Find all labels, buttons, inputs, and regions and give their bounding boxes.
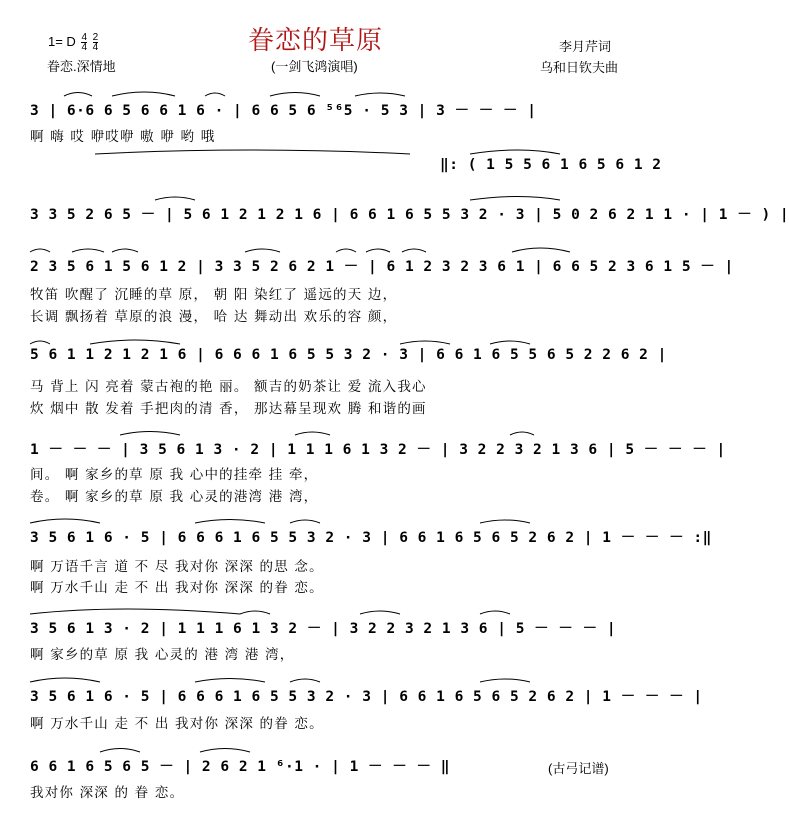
score-line-7-notes: 3 5 6 1 6 · 5 | 6 6 6 1 6 5 5 3 2 · 3 | 6 6 1 6 5 6 5 2 6 2 | 1 － － － :‖	[30, 530, 712, 546]
score-line-10-notes: 6 6 1 6 5 6 5 － | 2 6 2 1 ⁶·1 · | 1 － － － ‖	[30, 759, 450, 775]
score-line-5-lyrics-verse-2: 炊 烟中 散 发着 手把肉的清 香， 那达幕呈现欢 腾 和谐的画	[30, 401, 427, 417]
key-signature: 1= D $\frac{4}{4}$ $\frac{2}{4}$	[48, 32, 99, 53]
score-line-1-notes: 3 | 6·6 6 5 6 6 1 6 · | 6 6 5 6 ⁵⁶5 · 5 3 | 3 － － － |	[30, 103, 537, 119]
time-signature-4-4: $\frac{4}{4}$	[81, 32, 88, 53]
score-line-7-lyrics-verse-1: 啊 万语千言 道 不 尽 我对你 深深 的思 念。	[30, 559, 324, 575]
time-signature-2-4: $\frac{2}{4}$	[92, 32, 99, 53]
transcriber-note: (古弓记谱)	[548, 761, 609, 776]
song-title: 眷恋的草原	[248, 26, 384, 56]
score-line-1-lyrics: 啊 嗨 哎 咿哎咿 嗷 咿 哟 哦	[30, 129, 216, 145]
score-line-4-lyrics-verse-2: 长调 飘扬着 草原的浪 漫， 哈 达 舞动出 欢乐的容 颜，	[30, 309, 398, 325]
score-line-6-lyrics-verse-1: 间。 啊 家乡的草 原 我 心中的挂牵 挂 牵，	[30, 467, 319, 483]
score-line-3-notes: 3 3 5 2 6 5 － | 5 6 1 2 1 2 1 6 | 6 6 1 6 5 5 3 2 · 3 | 5 0 2 6 2 1 1 · | 1 － ) |	[30, 207, 789, 223]
score-line-4-lyrics-verse-1: 牧笛 吹醒了 沉睡的草 原， 朝 阳 染红了 遥远的天 边，	[30, 287, 398, 303]
score-line-5-lyrics-verse-1: 马 背上 闪 亮着 蒙古袍的艳 丽。 额吉的奶茶让 爱 流入我心	[30, 379, 427, 395]
expression-marking: 眷恋.深情地	[47, 59, 116, 74]
performer-credit: (一剑飞鸿演唱)	[271, 59, 358, 74]
score-line-2-notes: ‖: ( 1 5 5 6 1 6 5 6 1 2	[440, 157, 662, 173]
score-line-8-notes: 3 5 6 1 3 · 2 | 1 1 1 6 1 3 2 － | 3 2 2 3 2 1 3 6 | 5 － － － |	[30, 621, 617, 637]
score-line-10-lyrics: 我对你 深深 的 眷 恋。	[30, 785, 185, 801]
score-line-7-lyrics-verse-2: 啊 万水千山 走 不 出 我对你 深深 的眷 恋。	[30, 580, 324, 596]
score-line-4-notes: 2 3 5 6 1 5 6 1 2 | 3 3 5 2 6 2 1 － | 6 1 2 3 2 3 6 1 | 6 6 5 2 3 6 1 5 － |	[30, 259, 734, 275]
score-line-6-lyrics-verse-2: 卷。 啊 家乡的草 原 我 心灵的港湾 港 湾，	[30, 489, 319, 505]
score-line-9-notes: 3 5 6 1 6 · 5 | 6 6 6 1 6 5 5 3 2 · 3 | 6 6 1 6 5 6 5 2 6 2 | 1 － － － |	[30, 689, 703, 705]
score-line-8-lyrics: 啊 家乡的草 原 我 心灵的 港 湾 港 湾，	[30, 647, 295, 663]
score-line-5-notes: 5 6 1 1 2 1 2 1 6 | 6 6 6 1 6 5 5 3 2 · 3 | 6 6 1 6 5 5 6 5 2 2 6 2 |	[30, 347, 667, 363]
score-line-9-lyrics: 啊 万水千山 走 不 出 我对你 深深 的眷 恋。	[30, 716, 324, 732]
score-line-6-notes: 1 － － － | 3 5 6 1 3 · 2 | 1 1 1 6 1 3 2 － | 3 2 2 3 2 1 3 6 | 5 － － － |	[30, 442, 726, 458]
composer-credit: 乌和日钦夫曲	[540, 60, 619, 75]
lyricist-credit: 李月芹词	[559, 39, 612, 54]
